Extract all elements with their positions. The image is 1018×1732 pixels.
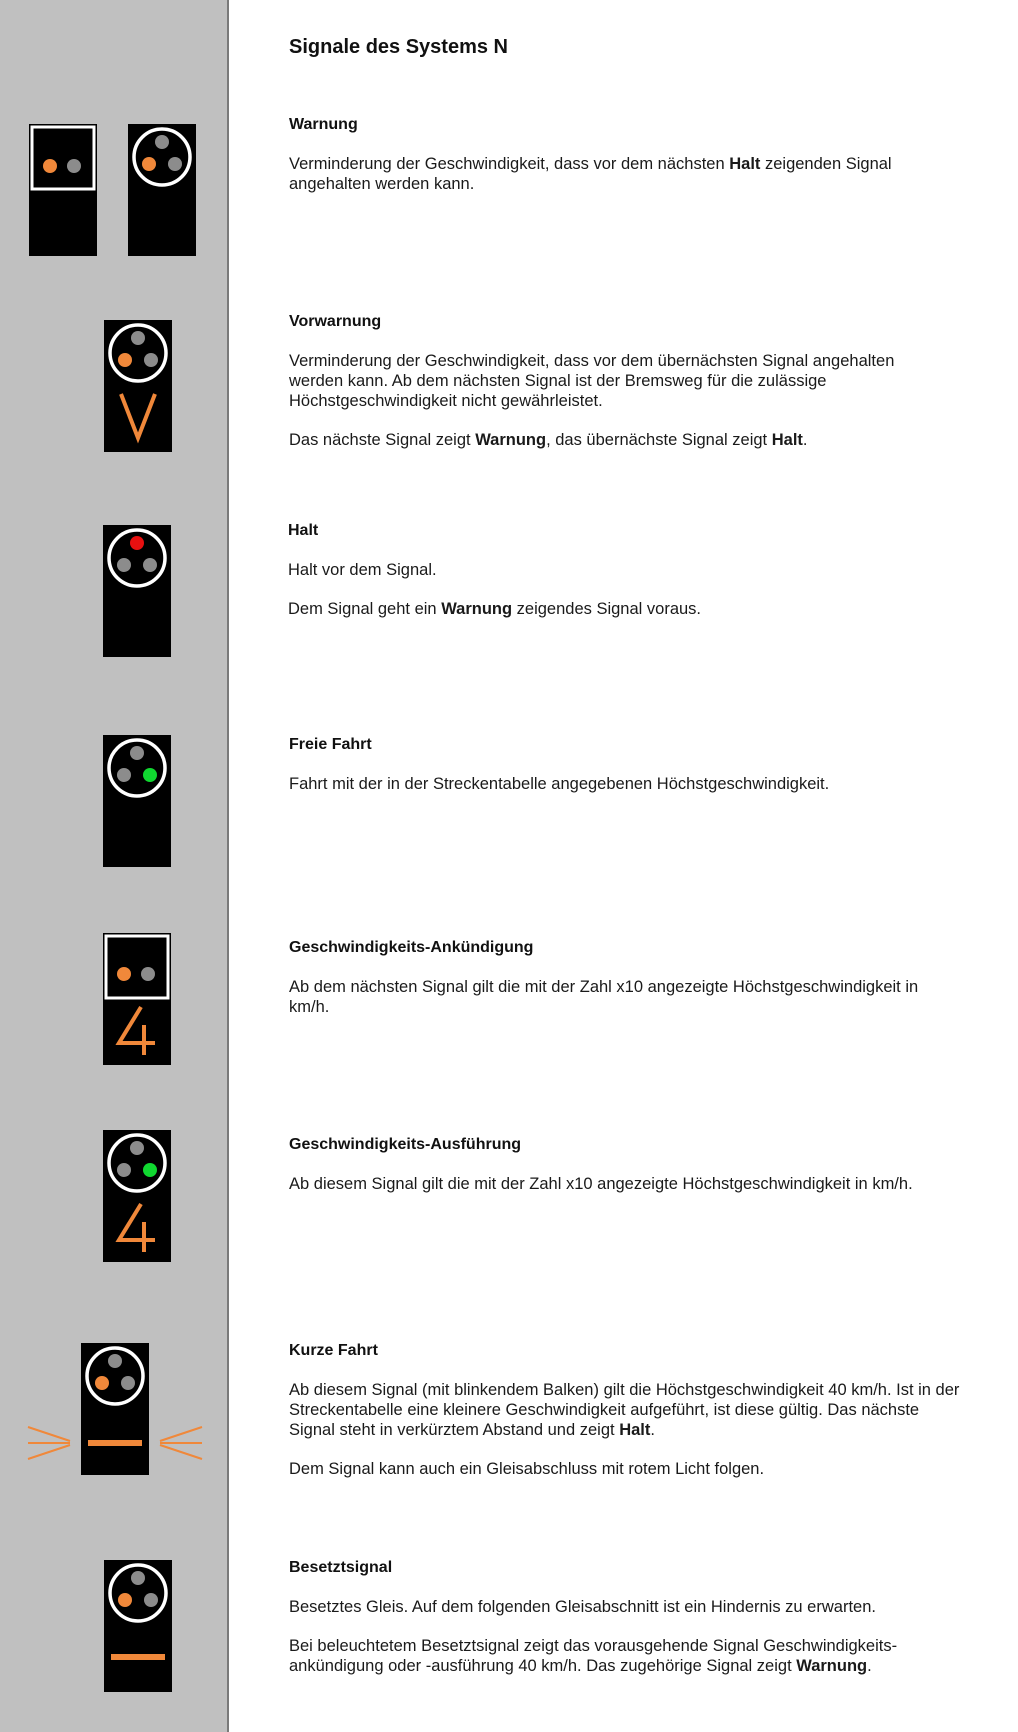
text-run: , das übernächste Signal zeigt [546,431,772,449]
section-heading: Warnung [289,116,358,133]
emphasis-text: Halt [771,431,803,449]
section-heading: Freie Fahrt [289,736,372,753]
section-freie-fahrt [289,736,949,813]
section-vorwarnung [289,313,949,469]
section-geschwindigkeits-ankuendigung [289,939,949,1036]
text-run: Dem Signal geht ein [288,600,442,618]
emphasis-text: Halt [729,155,761,173]
section-besetztsignal [289,1559,949,1695]
text-run: . [867,1657,872,1675]
section-paragraph [289,1174,949,1194]
section-heading: Vorwarnung [289,313,382,330]
text-run: Dem Signal kann auch ein Gleisabschluss mit rotem Licht folgen. [289,1460,765,1478]
text-run: Bei beleuchtetem Besetztsignal zeigt das vorausgehende Signal Geschwindigkeits-ankündigung oder -ausführung 40 km/h. Das zugehörige Signal zeigt [289,1637,898,1675]
text-run: Ab diesem Signal gilt die mit der Zahl x10 angezeigte Höchstgeschwindigkeit in km/h. [289,1175,913,1193]
text-run: zeigendes Signal voraus. [512,600,702,618]
section-paragraph [288,599,948,619]
section-paragraph [289,1380,969,1440]
section-paragraph [289,351,949,411]
text-run: . [650,1421,655,1439]
section-paragraph [289,430,949,450]
section-heading: Halt [288,522,319,539]
emphasis-text: Halt [619,1421,651,1439]
text-run: . [802,431,808,449]
text-run: Das nächste Signal zeigt [289,431,476,449]
text-run: Besetztes Gleis. Auf dem folgenden Gleisabschnitt ist ein Hindernis zu erwarten. [289,1598,876,1616]
text-run: Ab dem nächsten Signal gilt die mit der Zahl x10 angezeigte Höchstgeschwindigkeit in km/h. [289,978,919,1016]
text-run: zeigenden Signal angehalten werden kann. [289,155,892,193]
text-run: Ab diesem Signal (mit blinkendem Balken) gilt die Höchstgeschwindigkeit 40 km/h. Ist in der Streckentabelle eine kleinere Geschwindigkeit aufgeführt, ist diese gültig. Das nächste Signal steht in verkürztem Abstand und zeigt [289,1381,960,1439]
section-heading: Geschwindigkeits-Ausführung [289,1136,522,1153]
section-heading: Geschwindigkeits-Ankündigung [289,939,534,956]
page-title: Signale des Systems N [289,36,508,58]
section-heading: Besetztsignal [289,1559,393,1576]
section-paragraph [289,1636,949,1676]
section-paragraph [289,1597,949,1617]
text-run: Fahrt mit der in der Streckentabelle angegebenen Höchstgeschwindigkeit. [289,775,830,793]
text-run: Verminderung der Geschwindigkeit, dass vor dem übernächsten Signal angehalten werden kann. Ab dem nächsten Signal ist der Bremsweg für die zulässige Höchstgeschwindigkeit nicht gewährleistet. [289,352,895,410]
section-geschwindigkeits-ausfuehrung [289,1136,949,1213]
emphasis-text: Warnung [475,431,547,449]
section-paragraph [288,560,948,580]
section-paragraph [289,1459,969,1479]
section-warnung [289,116,949,213]
section-paragraph [289,774,949,794]
section-heading: Kurze Fahrt [289,1342,378,1359]
emphasis-text: Warnung [441,600,513,618]
section-kurze-fahrt [289,1342,969,1498]
emphasis-text: Warnung [796,1657,868,1675]
section-paragraph [289,154,949,194]
section-paragraph [289,977,949,1017]
text-run: Verminderung der Geschwindigkeit, dass vor dem nächsten [289,155,730,173]
section-halt [288,522,948,638]
text-run: Halt vor dem Signal. [288,561,437,579]
